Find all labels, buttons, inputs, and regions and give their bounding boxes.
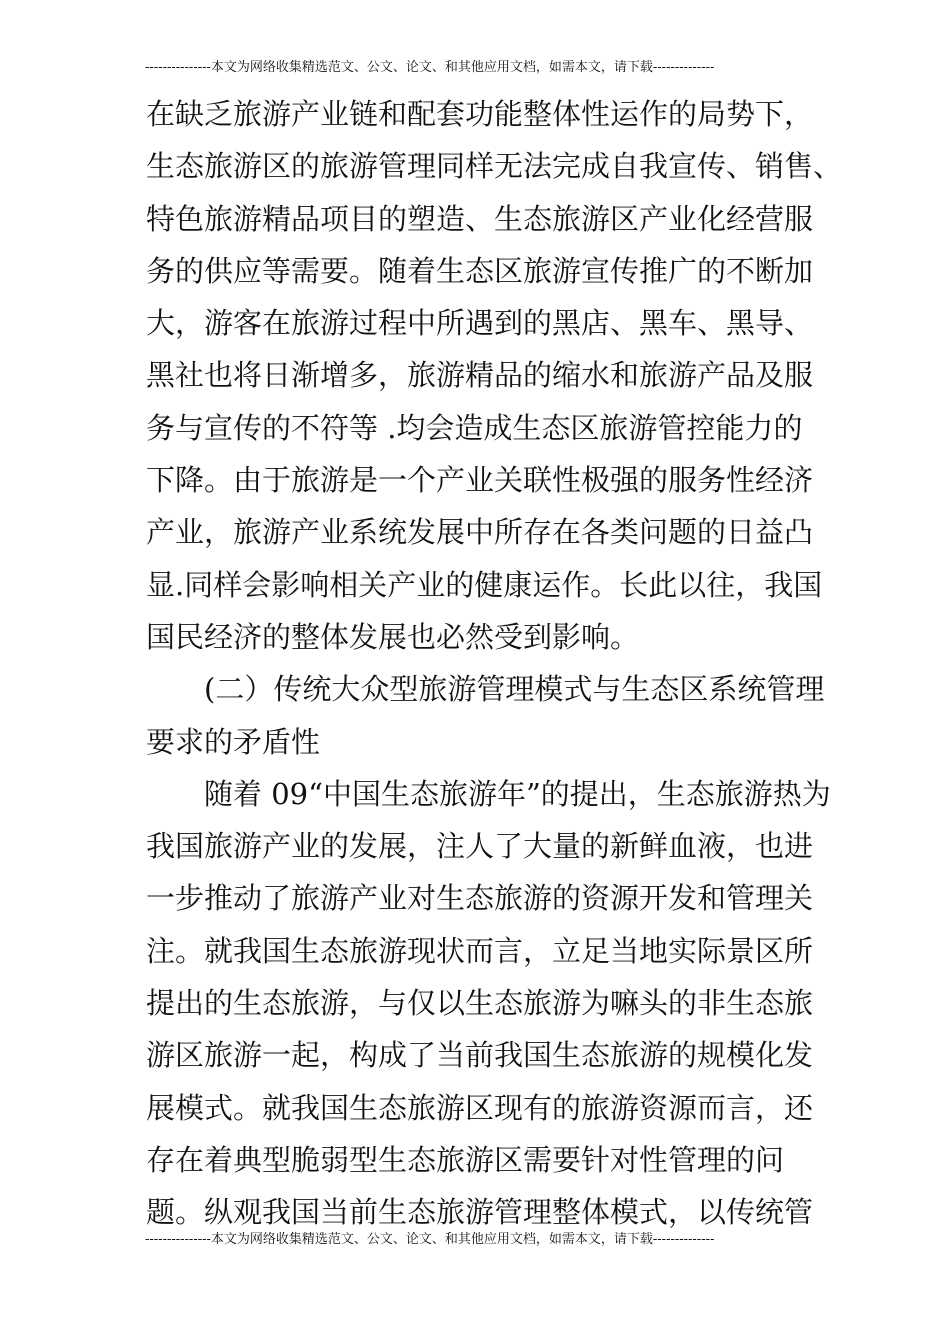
body-line: 特色旅游精品项目的塑造、生态旅游区产业化经营服 xyxy=(146,201,814,236)
document-body xyxy=(146,88,843,1239)
body-line: 游区旅游一起，构成了当前我国生态旅游的规模化发 xyxy=(146,1038,814,1073)
body-line: 生态旅游区的旅游管理同样无法完成自我宣传、销售、 xyxy=(146,149,843,184)
page-header: ---------------本文为网络收集精选范文、公文、论文、和其他应用文档，如需本文，请下载-------------- xyxy=(145,60,715,75)
body-line: 产业，旅游产业系统发展中所存在各类问题的日益凸 xyxy=(146,515,814,550)
body-line: 大，游客在旅游过程中所遇到的黑店、黑车、黑导、 xyxy=(146,306,814,341)
body-line: 我国旅游产业的发展，注人了大量的新鲜血液，也进 xyxy=(146,829,814,864)
body-line: 下降。由于旅游是一个产业关联性极强的服务性经济 xyxy=(146,463,814,498)
section-heading-line: (二）传统大众型旅游管理模式与生态区系统管理 xyxy=(204,672,825,707)
body-line: 题。纵观我国当前生态旅游管理整体模式，以传统管 xyxy=(146,1195,814,1230)
section-heading-line: 要求的矛盾性 xyxy=(146,724,321,759)
body-line: 随着 09“中国生态旅游年”的提出，生态旅游热为 xyxy=(204,776,831,811)
body-line: 显.同样会影响相关产业的健康运作。长此以往，我国 xyxy=(146,567,823,602)
body-line: 一步推动了旅游产业对生态旅游的资源开发和管理关 xyxy=(146,881,814,916)
body-line: 提出的生态旅游，与仅以生态旅游为嘛头的非生态旅 xyxy=(146,986,814,1021)
body-line: 注。就我国生态旅游现状而言，立足当地实际景区所 xyxy=(146,933,814,968)
body-line: 在缺乏旅游产业链和配套功能整体性运作的局势下， xyxy=(146,97,814,131)
page-footer: ---------------本文为网络收集精选范文、公文、论文、和其他应用文档，如需本文，请下载-------------- xyxy=(145,1232,715,1247)
body-line: 国民经济的整体发展也必然受到影响。 xyxy=(146,619,640,654)
body-line: 务的供应等需要。随着生态区旅游宣传推广的不断加 xyxy=(146,253,814,288)
body-line: 黑社也将日渐增多，旅游精品的缩水和旅游产品及服 xyxy=(146,358,814,393)
body-line: 务与宣传的不符等 .均会造成生态区旅游管控能力的 xyxy=(146,410,803,445)
body-line: 存在着典型脆弱型生态旅游区需要针对性管理的问 xyxy=(146,1142,785,1177)
body-line: 展模式。就我国生态旅游区现有的旅游资源而言，还 xyxy=(146,1090,814,1125)
